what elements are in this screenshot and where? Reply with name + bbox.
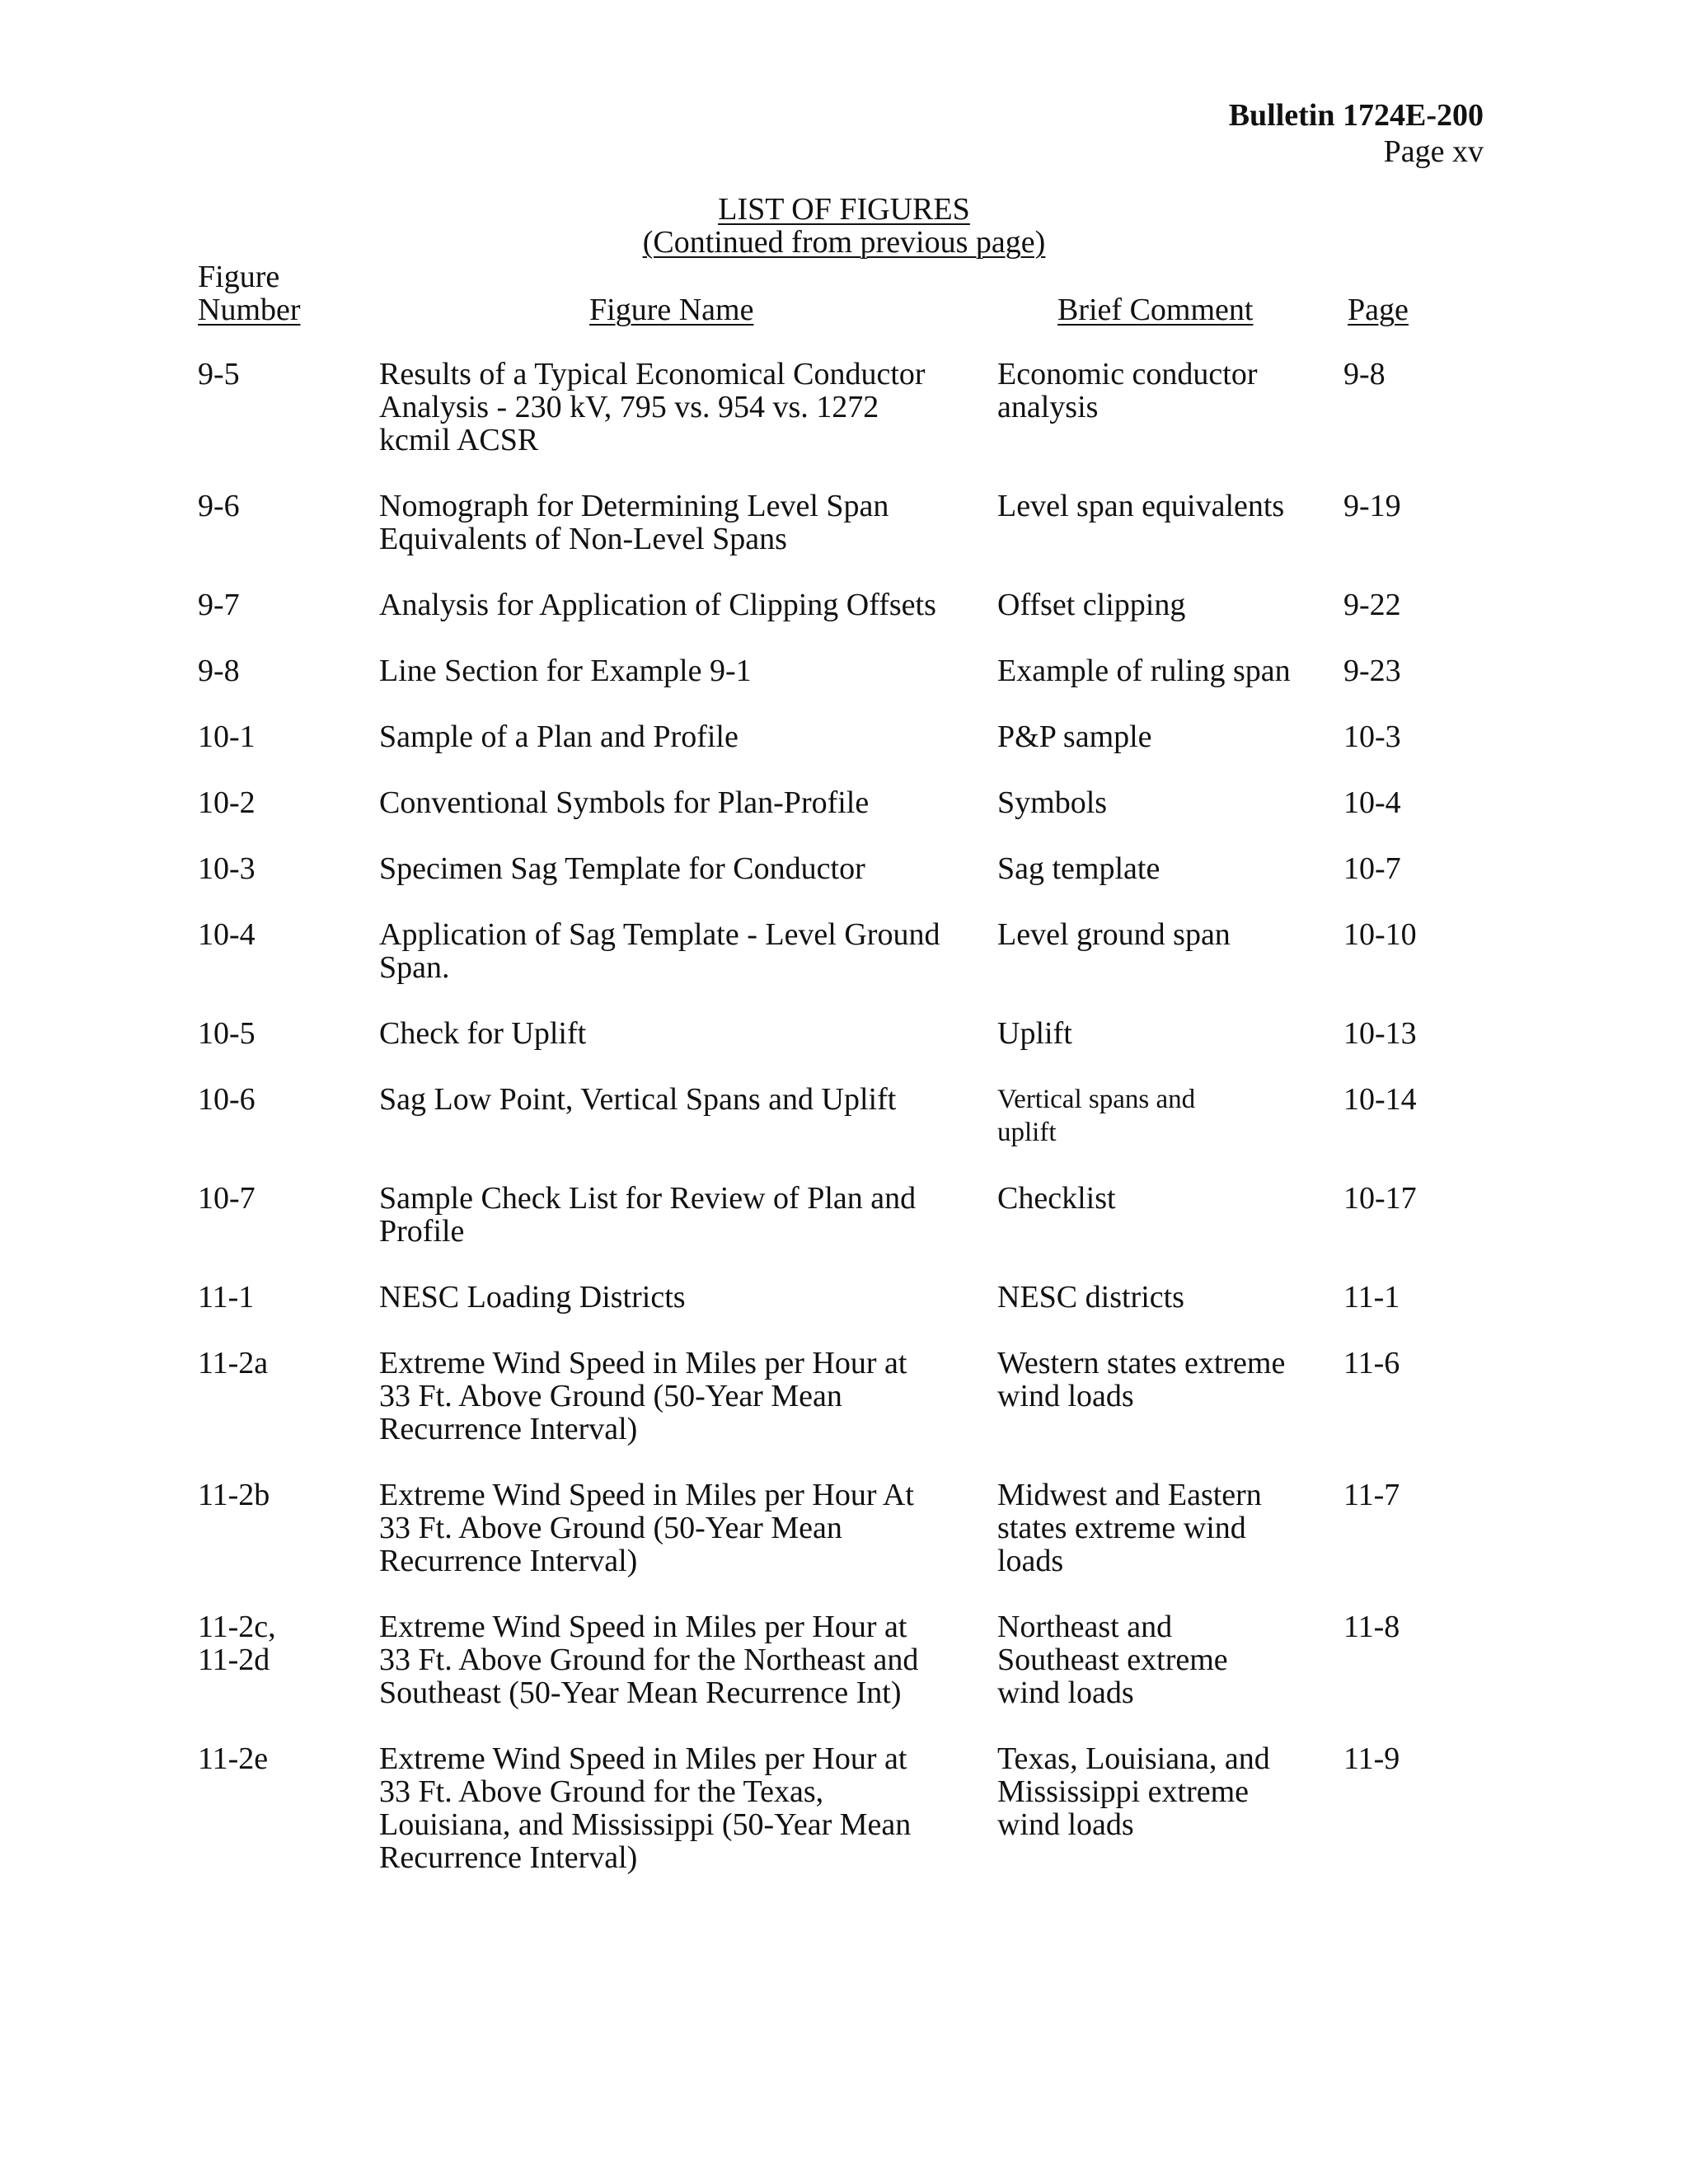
figure-page: 11-7 (1343, 1478, 1400, 1512)
column-header-figure-top: Figure (198, 260, 280, 294)
figure-comment: Vertical spans and uplift (997, 1085, 1196, 1147)
column-header-page-label: Page (1348, 293, 1409, 327)
figure-page: 9-8 (1343, 357, 1386, 391)
column-header-figure-number (198, 260, 301, 326)
figure-comment: Northeast and Southeast extreme wind loads (997, 1610, 1228, 1710)
figure-page: 10-3 (1343, 719, 1401, 754)
figure-page: 10-17 (1343, 1181, 1417, 1216)
figure-number: 11-2e (198, 1741, 269, 1776)
column-header-brief-comment (1057, 293, 1253, 326)
figure-name: Analysis for Application of Clipping Offsets (379, 588, 936, 622)
figure-row (0, 358, 1688, 457)
figure-row (0, 1742, 1688, 1874)
figure-number: 9-8 (198, 654, 240, 688)
figure-name: Sag Low Point, Vertical Spans and Uplift (379, 1082, 897, 1117)
figure-row (0, 1281, 1688, 1314)
figure-page: 10-4 (1343, 785, 1401, 820)
figure-number: 10-5 (198, 1016, 256, 1051)
figure-page: 11-8 (1343, 1610, 1400, 1644)
figure-row (0, 1347, 1688, 1446)
figure-comment: Sag template (997, 851, 1160, 886)
figure-number: 11-1 (198, 1280, 255, 1315)
figure-row (0, 786, 1688, 819)
figure-number: 10-2 (198, 785, 256, 820)
figure-name: Extreme Wind Speed in Miles per Hour at 33 Ft. Above Ground for the Northeast and Southeast (50-Year Mean Recurrence Int) (379, 1610, 919, 1710)
figure-number: 10-7 (198, 1181, 256, 1216)
figure-comment: Texas, Louisiana, and Mississippi extreme wind loads (997, 1741, 1270, 1842)
figure-row (0, 1083, 1688, 1149)
column-header-figure-name (589, 293, 753, 326)
figure-comment: Level ground span (997, 917, 1231, 952)
list-title: LIST OF FIGURES (718, 192, 970, 227)
column-header-figure-name-label: Figure Name (589, 293, 754, 327)
page-title (0, 193, 1688, 259)
figure-page: 9-22 (1343, 588, 1401, 622)
figure-name: Results of a Typical Economical Conductor Analysis - 230 kV, 795 vs. 954 vs. 1272 kcmil ACSR (379, 357, 926, 457)
figure-number: 11-2b (198, 1478, 270, 1512)
figure-number: 9-6 (198, 489, 240, 523)
figure-row (0, 588, 1688, 621)
figure-row (0, 1182, 1688, 1248)
figure-comment: Symbols (997, 785, 1108, 820)
figure-name: Application of Sag Template - Level Ground Span. (379, 917, 940, 985)
figure-comment: Example of ruling span (997, 654, 1291, 688)
figure-page: 11-6 (1343, 1346, 1400, 1380)
figure-list (0, 358, 1688, 1907)
figure-comment: Uplift (997, 1016, 1072, 1051)
figure-name: Extreme Wind Speed in Miles per Hour at 33 Ft. Above Ground (50-Year Mean Recurrence Interval) (379, 1346, 907, 1446)
figure-name: Extreme Wind Speed in Miles per Hour At 33 Ft. Above Ground (50-Year Mean Recurrence Interval) (379, 1478, 914, 1578)
figure-page: 9-23 (1343, 654, 1401, 688)
figure-comment: Economic conductor analysis (997, 357, 1258, 424)
figure-number: 10-4 (198, 917, 256, 952)
figure-name: Sample Check List for Review of Plan and Profile (379, 1181, 917, 1249)
bulletin-number: Bulletin 1724E-200 (1228, 98, 1484, 133)
figure-comment: Level span equivalents (997, 489, 1285, 523)
figure-row (0, 654, 1688, 687)
figure-number: 10-3 (198, 851, 256, 886)
figure-name: Specimen Sag Template for Conductor (379, 851, 865, 886)
figure-name: Nomograph for Determining Level Span Equivalents of Non-Level Spans (379, 489, 889, 556)
figure-name: Conventional Symbols for Plan-Profile (379, 785, 870, 820)
figure-row (0, 1017, 1688, 1050)
figure-number: 9-7 (198, 588, 240, 622)
figure-page: 9-19 (1343, 489, 1401, 523)
figure-page: 10-7 (1343, 851, 1401, 886)
figure-number: 11-2a (198, 1346, 269, 1380)
figure-row (0, 1479, 1688, 1577)
figure-number: 10-6 (198, 1082, 256, 1117)
figure-comment: P&P sample (997, 719, 1152, 754)
figure-row (0, 720, 1688, 753)
figure-page: 10-14 (1343, 1082, 1417, 1117)
figure-name: Sample of a Plan and Profile (379, 719, 738, 754)
figure-name: Line Section for Example 9-1 (379, 654, 752, 688)
figure-comment: Midwest and Eastern states extreme wind loads (997, 1478, 1262, 1578)
figure-name: Extreme Wind Speed in Miles per Hour at 33 Ft. Above Ground for the Texas, Louisiana, and Mississippi (50-Year Mean Recurrence Interval) (379, 1741, 912, 1875)
figure-row (0, 852, 1688, 885)
column-header-number: Number (198, 293, 301, 327)
figure-name: NESC Loading Districts (379, 1280, 686, 1315)
figure-row (0, 1610, 1688, 1709)
list-subtitle: (Continued from previous page) (642, 225, 1046, 260)
figure-comment: Offset clipping (997, 588, 1186, 622)
figure-name: Check for Uplift (379, 1016, 587, 1051)
figure-comment: Checklist (997, 1181, 1116, 1216)
figure-row (0, 918, 1688, 984)
page-number: Page xv (1383, 134, 1484, 169)
figure-number: 11-2c, 11-2d (198, 1610, 276, 1677)
figure-number: 10-1 (198, 719, 256, 754)
figure-number: 9-5 (198, 357, 240, 391)
figure-page: 11-1 (1343, 1280, 1400, 1315)
figure-row (0, 490, 1688, 555)
figure-page: 10-10 (1343, 917, 1417, 952)
column-header-brief-comment-label: Brief Comment (1057, 293, 1254, 327)
column-header-page (1348, 293, 1409, 326)
figure-page: 11-9 (1343, 1741, 1400, 1776)
figure-page: 10-13 (1343, 1016, 1417, 1051)
figure-comment: Western states extreme wind loads (997, 1346, 1286, 1413)
page-header (1229, 97, 1484, 170)
figure-comment: NESC districts (997, 1280, 1184, 1315)
